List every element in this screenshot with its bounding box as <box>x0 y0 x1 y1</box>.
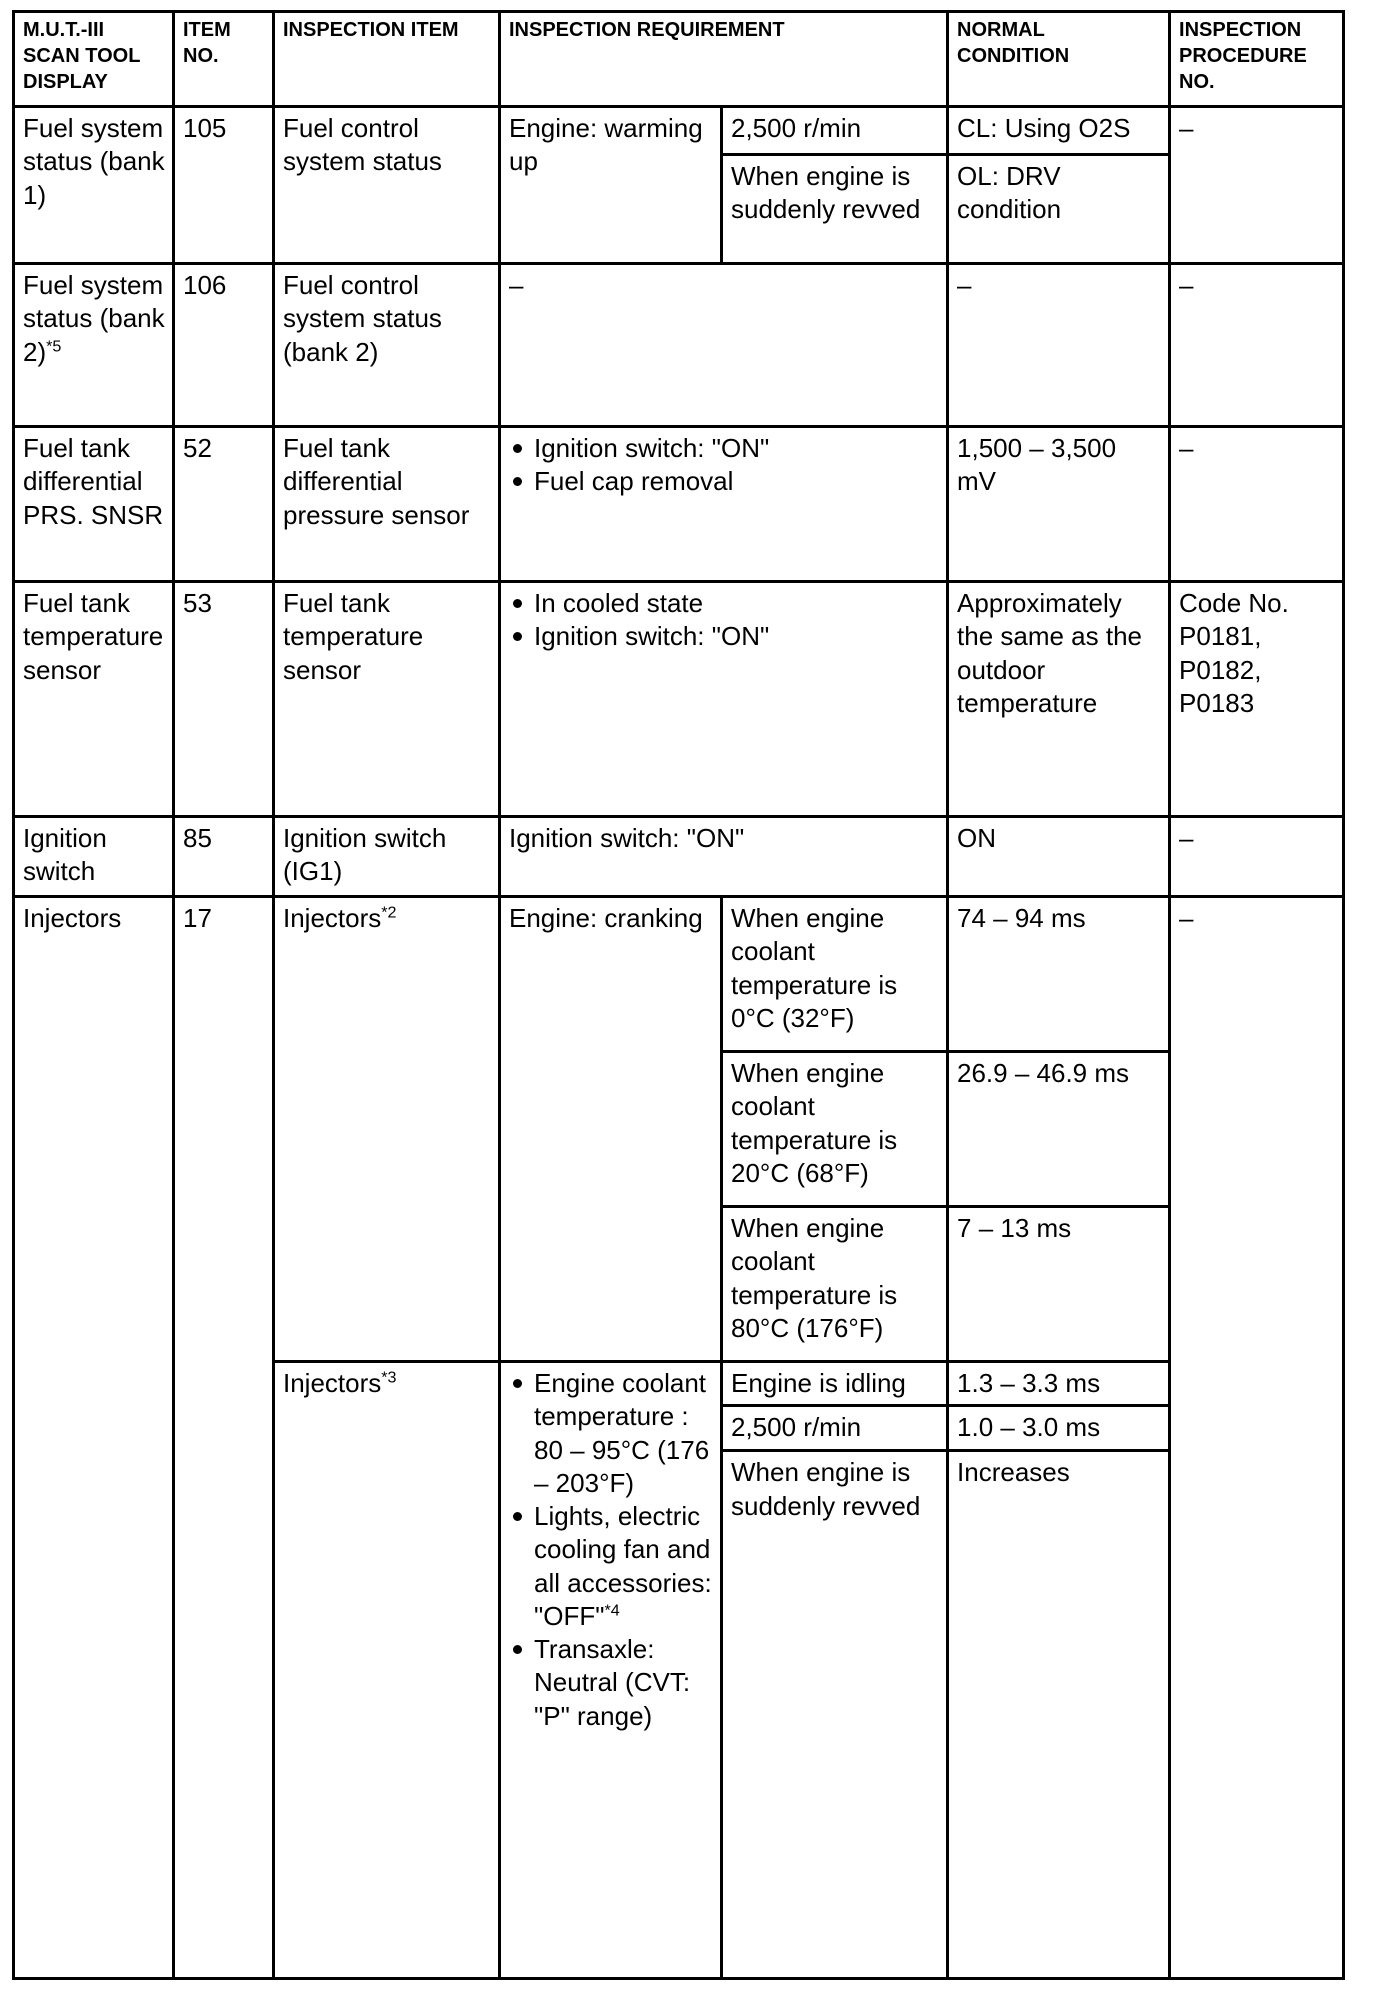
footnote-ref: *3 <box>381 1368 397 1387</box>
cell-display-17: Injectors <box>14 897 174 1979</box>
cell-normal-53: Approximately the same as the outdoor temperature <box>948 582 1170 817</box>
footnote-ref: *5 <box>46 336 62 355</box>
table-row <box>14 817 1344 897</box>
cell-requirement-17-cranking: Engine: cranking <box>500 897 722 1362</box>
header-normal-condition: NORMAL CONDITION <box>948 12 1170 107</box>
list-item <box>513 1633 714 1733</box>
bullet-text: Ignition switch: "ON" <box>534 433 770 463</box>
cell-condition-17-revved: When engine is suddenly revved <box>722 1451 948 1979</box>
cell-inspection-item-52: Fuel tank differential pressure sensor <box>274 427 500 582</box>
cell-condition-17-20c: When engine coolant temperature is 20°C (68°F) <box>722 1052 948 1207</box>
bullet-icon <box>513 1645 522 1654</box>
cell-condition-17-idling: Engine is idling <box>722 1362 948 1406</box>
requirement-bullet-list <box>509 432 940 499</box>
footnote-ref: *4 <box>604 1601 620 1620</box>
bullet-text: Ignition switch: "ON" <box>534 621 770 652</box>
bullet-text: Transaxle: Neutral (CVT: "P" range) <box>534 1634 691 1731</box>
cell-normal-85: ON <box>948 817 1170 897</box>
cell-condition-105-1: 2,500 r/min <box>722 107 948 155</box>
cell-procedure-85: – <box>1170 817 1344 897</box>
list-item <box>513 465 940 498</box>
list-item <box>513 1500 714 1633</box>
table-row <box>14 107 1344 155</box>
cell-procedure-52: – <box>1170 427 1344 582</box>
bullet-icon <box>513 477 522 486</box>
scan-tool-data-table <box>12 10 1345 1980</box>
list-item <box>513 1367 714 1500</box>
cell-procedure-17: – <box>1170 897 1344 1979</box>
cell-condition-17-80c: When engine coolant temperature is 80°C (176°F) <box>722 1207 948 1362</box>
cell-item-no-106: 106 <box>174 264 274 427</box>
cell-normal-52: 1,500 – 3,500 mV <box>948 427 1170 582</box>
bullet-icon <box>513 632 522 641</box>
bullet-text: Engine coolant temperature : 80 – 95°C (176 – 203°F) <box>534 1368 710 1498</box>
cell-condition-105-2: When engine is suddenly revved <box>722 155 948 264</box>
header-scan-tool-display: M.U.T.-III SCAN TOOL DISPLAY <box>14 12 174 107</box>
requirement-bullet-list <box>509 1367 714 1733</box>
cell-display-85: Ignition switch <box>14 817 174 897</box>
cell-normal-105-1: CL: Using O2S <box>948 107 1170 155</box>
cell-normal-106: – <box>948 264 1170 427</box>
cell-normal-17-revved: Increases <box>948 1451 1170 1979</box>
header-inspection-procedure-no: INSPECTION PROCEDURE NO. <box>1170 12 1344 107</box>
inspection-item-text: Injectors <box>283 1368 382 1398</box>
bullet-text: Fuel cap removal <box>534 466 734 497</box>
cell-requirement-52 <box>500 427 948 582</box>
table-row <box>14 427 1344 582</box>
cell-display-52: Fuel tank differential PRS. SNSR <box>14 427 174 582</box>
cell-display-106 <box>14 264 174 427</box>
list-item <box>513 587 940 620</box>
header-item-no: ITEM NO. <box>174 12 274 107</box>
cell-procedure-105: – <box>1170 107 1344 264</box>
cell-normal-17-2500: 1.0 – 3.0 ms <box>948 1406 1170 1451</box>
header-row <box>14 12 1344 107</box>
cell-item-no-52: 52 <box>174 427 274 582</box>
bullet-text: Lights, electric cooling fan and all accessories: "OFF"$^{*4}$ <box>534 1501 712 1631</box>
list-item <box>513 432 940 465</box>
cell-normal-17-idling: 1.3 – 3.3 ms <box>948 1362 1170 1406</box>
cell-procedure-53: Code No. P0181, P0182, P0183 <box>1170 582 1344 817</box>
bullet-icon <box>513 444 522 453</box>
cell-inspection-item-85: Ignition switch (IG1) <box>274 817 500 897</box>
cell-item-no-105: 105 <box>174 107 274 264</box>
cell-requirement-17-idling <box>500 1362 722 1979</box>
bullet-text: In cooled state <box>534 588 704 618</box>
cell-inspection-item-53: Fuel tank temperature sensor <box>274 582 500 817</box>
cell-inspection-item-17-idling <box>274 1362 500 1979</box>
table-row <box>14 897 1344 1052</box>
header-inspection-requirement: INSPECTION REQUIREMENT <box>500 12 948 107</box>
cell-display-53: Fuel tank temperature sensor <box>14 582 174 817</box>
cell-procedure-106: – <box>1170 264 1344 427</box>
cell-condition-17-0c: When engine coolant temperature is 0°C (32°F) <box>722 897 948 1052</box>
header-inspection-item: INSPECTION ITEM <box>274 12 500 107</box>
cell-normal-17-80c: 7 – 13 ms <box>948 1207 1170 1362</box>
list-item <box>513 620 940 653</box>
footnote-ref: *2 <box>381 903 397 922</box>
cell-inspection-item-17-cranking <box>274 897 500 1362</box>
cell-condition-17-2500: 2,500 r/min <box>722 1406 948 1451</box>
bullet-icon <box>513 1379 522 1388</box>
table-row <box>14 582 1344 817</box>
cell-requirement-85: Ignition switch: "ON" <box>500 817 948 897</box>
cell-requirement-53 <box>500 582 948 817</box>
bullet-icon <box>513 599 522 608</box>
table-row <box>14 264 1344 427</box>
inspection-item-text: Injectors <box>283 903 382 933</box>
cell-item-no-85: 85 <box>174 817 274 897</box>
cell-normal-17-0c: 74 – 94 ms <box>948 897 1170 1052</box>
display-text: Fuel system status (bank 2) <box>23 270 165 367</box>
cell-requirement-105: Engine: warming up <box>500 107 722 264</box>
cell-inspection-item-106: Fuel control system status (bank 2) <box>274 264 500 427</box>
cell-item-no-53: 53 <box>174 582 274 817</box>
cell-normal-105-2: OL: DRV condition <box>948 155 1170 264</box>
cell-inspection-item-105: Fuel control system status <box>274 107 500 264</box>
bullet-icon <box>513 1512 522 1521</box>
requirement-bullet-list <box>509 587 940 654</box>
cell-normal-17-20c: 26.9 – 46.9 ms <box>948 1052 1170 1207</box>
cell-display-105: Fuel system status (bank 1) <box>14 107 174 264</box>
cell-item-no-17: 17 <box>174 897 274 1979</box>
cell-requirement-106: – <box>500 264 948 427</box>
